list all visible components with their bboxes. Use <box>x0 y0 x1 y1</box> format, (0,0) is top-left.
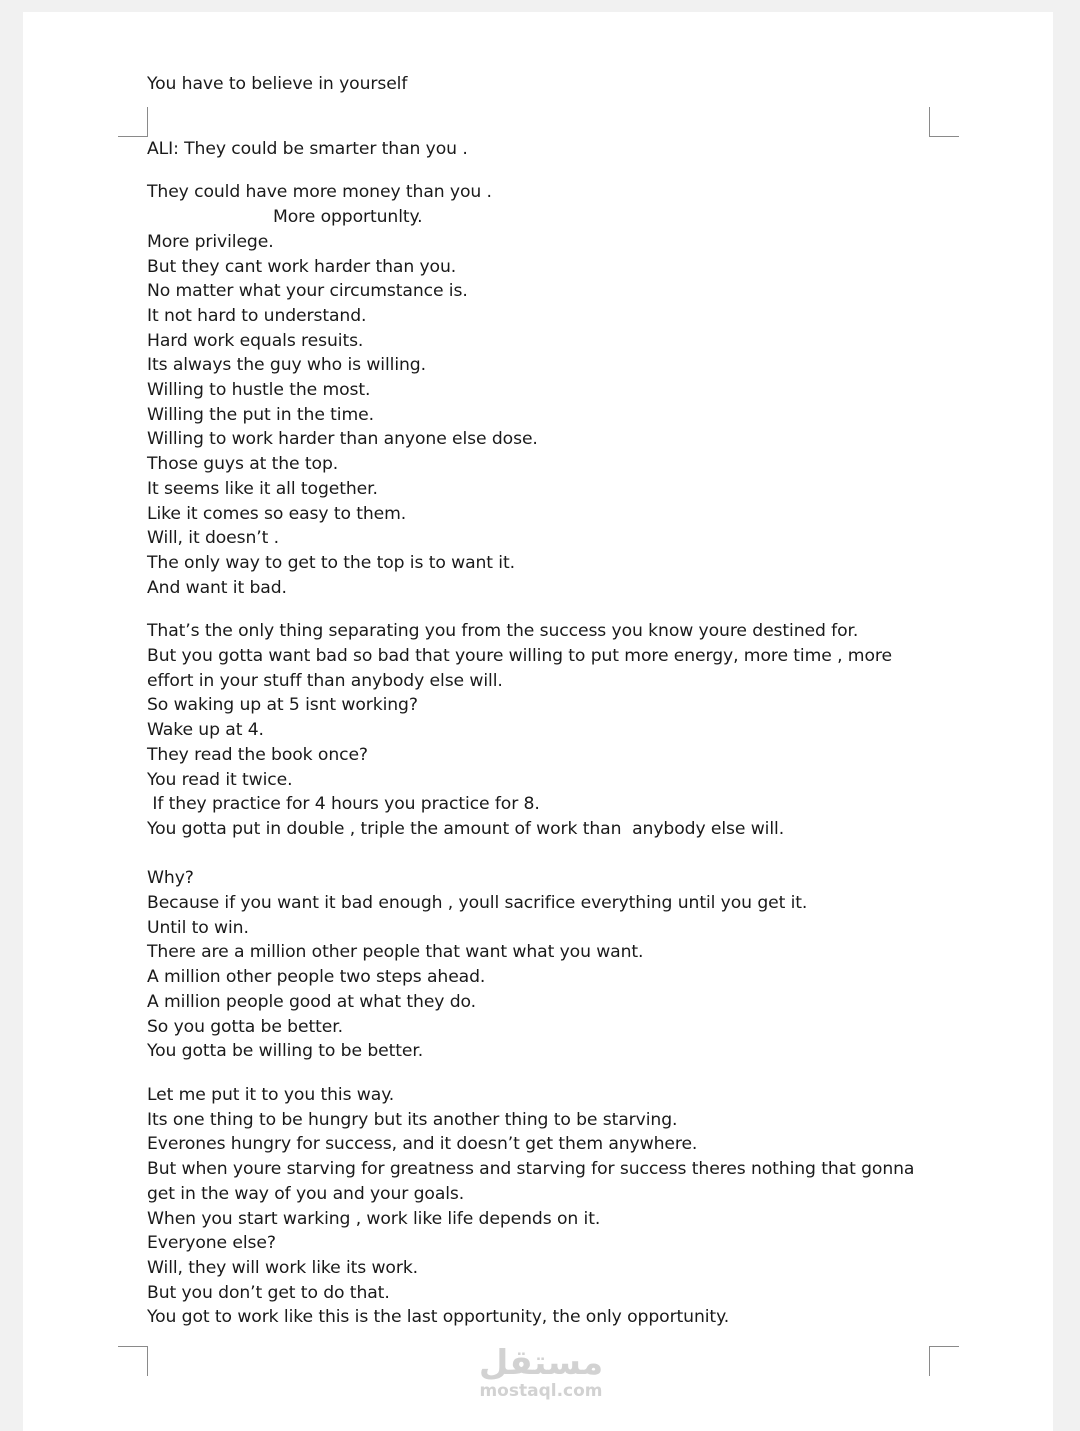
text-line: Willing to work harder than anyone else dose. <box>147 429 538 450</box>
document-body <box>147 72 920 1330</box>
text-line: Willing to hustle the most. <box>147 380 371 401</box>
crop-mark-bottom-left <box>118 1346 148 1376</box>
text-line: Hard work equals resuits. <box>147 330 364 351</box>
text-line: Will, they will work like its work. <box>147 1257 419 1278</box>
text-line: A million other people two steps ahead. <box>147 967 486 988</box>
text-line: Because if you want it bad enough , youll sacrifice everything until you get it. <box>147 893 808 914</box>
text-line: If they practice for 4 hours you practice for 8. <box>147 794 540 815</box>
text-line: Will, it doesn’t . <box>147 528 280 549</box>
document-page <box>23 12 1053 1431</box>
text-line: Everones hungry for success, and it doesn’t get them anywhere. <box>147 1134 698 1155</box>
text-line: That’s the only thing separating you from the success you know youre destined for. <box>147 621 859 642</box>
document-heading: You have to believe in yourself <box>147 74 408 94</box>
crop-mark-top-left <box>118 107 148 137</box>
text-line: Everyone else? <box>147 1233 276 1254</box>
text-line: More opportunlty. <box>273 207 423 228</box>
blank-line <box>147 842 917 867</box>
text-line: Why? <box>147 868 194 889</box>
text-line: But you don’t get to do that. <box>147 1282 390 1303</box>
text-line: And want it bad. <box>147 577 287 598</box>
text-line: You read it twice. <box>147 769 293 790</box>
text-line: But they cant work harder than you. <box>147 256 457 277</box>
text-line: The only way to get to the top is to want it. <box>147 552 515 573</box>
text-line: Let me put it to you this way. <box>147 1085 395 1105</box>
watermark-url: mostaql.com <box>479 1381 603 1401</box>
text-line: So waking up at 5 isnt working? <box>147 695 418 716</box>
text-line: Its one thing to be hungry but its another thing to be starving. <box>147 1109 678 1130</box>
crop-mark-bottom-right <box>929 1346 959 1376</box>
text-line: Willing the put in the time. <box>147 404 374 425</box>
mostaql-watermark <box>471 1345 611 1401</box>
text-line: You gotta put in double , triple the amount of work than anybody else will. <box>147 818 785 839</box>
crop-mark-top-right <box>929 107 959 137</box>
text-line: A million people good at what they do. <box>147 991 477 1012</box>
text-line: There are a million other people that want what you want. <box>147 942 644 963</box>
watermark-logo: مستقل <box>478 1343 604 1383</box>
text-line: Wake up at 4. <box>147 720 264 741</box>
text-line: ALI: They could be smarter than you . <box>147 138 468 159</box>
text-paragraph: But you gotta want bad so bad that youre willing to put more energy, more time , more effort in your stuff than anybody else will. <box>147 646 898 691</box>
text-line: You got to work like this is the last opportunity, the only opportunity. <box>147 1307 730 1328</box>
text-line: You gotta be willing to be better. <box>147 1041 424 1062</box>
text-paragraph: But when youre starving for greatness and starving for success theres nothing that gonna get in the way of you and your goals. <box>147 1159 920 1204</box>
text-line: More privilege. <box>147 231 274 252</box>
text-line: It not hard to understand. <box>147 305 367 326</box>
text-line: Those guys at the top. <box>147 454 339 475</box>
text-line: It seems like it all together. <box>147 478 378 499</box>
text-line: They read the book once? <box>147 744 368 765</box>
text-line: Its always the guy who is willing. <box>147 355 426 376</box>
text-line: No matter what your circumstance is. <box>147 281 468 302</box>
text-line: Like it comes so easy to them. <box>147 503 407 524</box>
text-line: When you start warking , work like life depends on it. <box>147 1208 601 1229</box>
text-line: So you gotta be better. <box>147 1016 343 1037</box>
text-line: Until to win. <box>147 917 249 938</box>
text-line: They could have more money than you . <box>147 182 492 203</box>
